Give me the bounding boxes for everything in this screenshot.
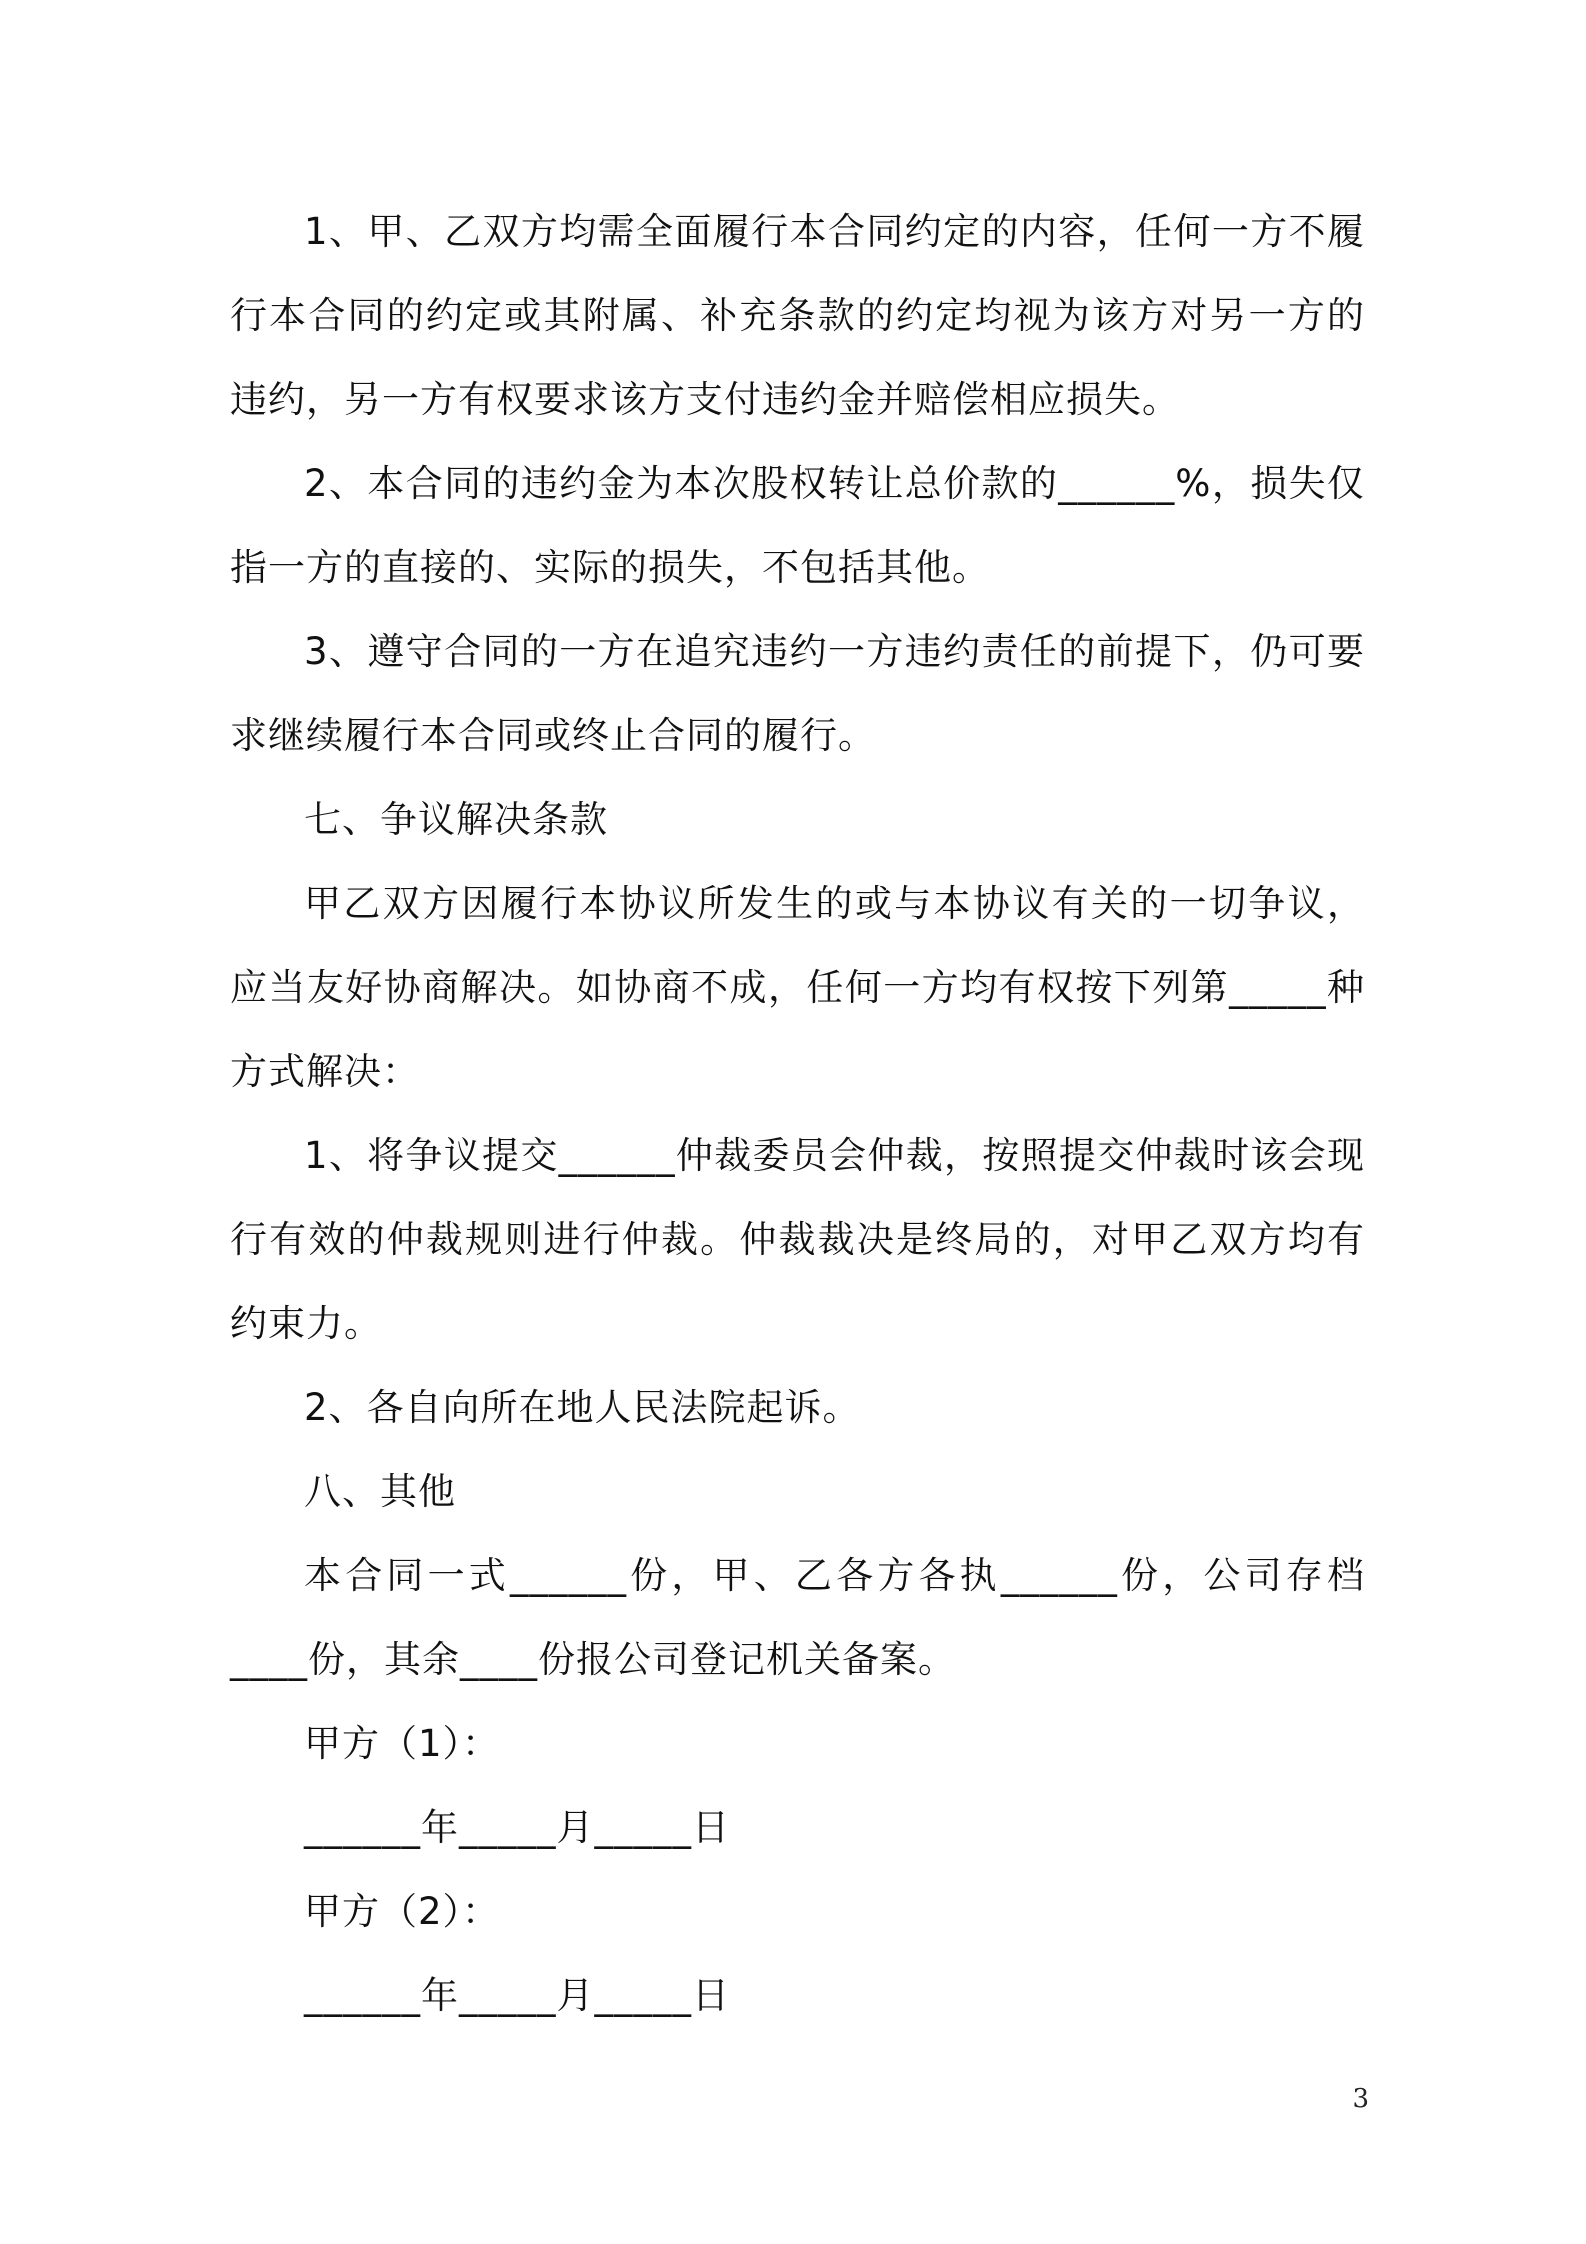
clause-paragraph: 1、将争议提交______仲裁委员会仲裁，按照提交仲裁时该会现行有效的仲裁规则进行仲裁。仲裁裁决是终局的，对甲乙双方均有约束力。 [230, 1134, 1365, 1345]
clause-paragraph: 甲乙双方因履行本协议所发生的或与本协议有关的一切争议，应当友好协商解决。如协商不成，任何一方均有权按下列第_____种方式解决： [230, 882, 1365, 1093]
signature-date-line: ______年_____月_____日 [304, 1806, 730, 1849]
clause-paragraph: 2、本合同的违约金为本次股权转让总价款的______%，损失仅指一方的直接的、实际的损失，不包括其他。 [230, 462, 1365, 589]
signature-party-label: 甲方（1）： [304, 1722, 501, 1765]
signature-party-label: 甲方（2）： [304, 1890, 501, 1933]
clause-paragraph: 1、甲、乙双方均需全面履行本合同约定的内容，任何一方不履行本合同的约定或其附属、补充条款的约定均视为该方对另一方的违约，另一方有权要求该方支付违约金并赔偿相应损失。 [230, 210, 1365, 421]
signature-date-line: ______年_____月_____日 [304, 1974, 730, 2017]
page-number: 3 [1352, 2084, 1369, 2114]
clause-paragraph: 2、各自向所在地人民法院起诉。 [304, 1386, 861, 1429]
section-heading: 七、争议解决条款 [304, 798, 608, 841]
section-heading: 八、其他 [304, 1470, 456, 1513]
clause-paragraph: 3、遵守合同的一方在追究违约一方违约责任的前提下，仍可要求继续履行本合同或终止合同的履行。 [230, 630, 1365, 757]
clause-paragraph: 本合同一式______份，甲、乙各方各执______份，公司存档____份，其余____份报公司登记机关备案。 [230, 1554, 1365, 1681]
document-body [230, 190, 1365, 2038]
